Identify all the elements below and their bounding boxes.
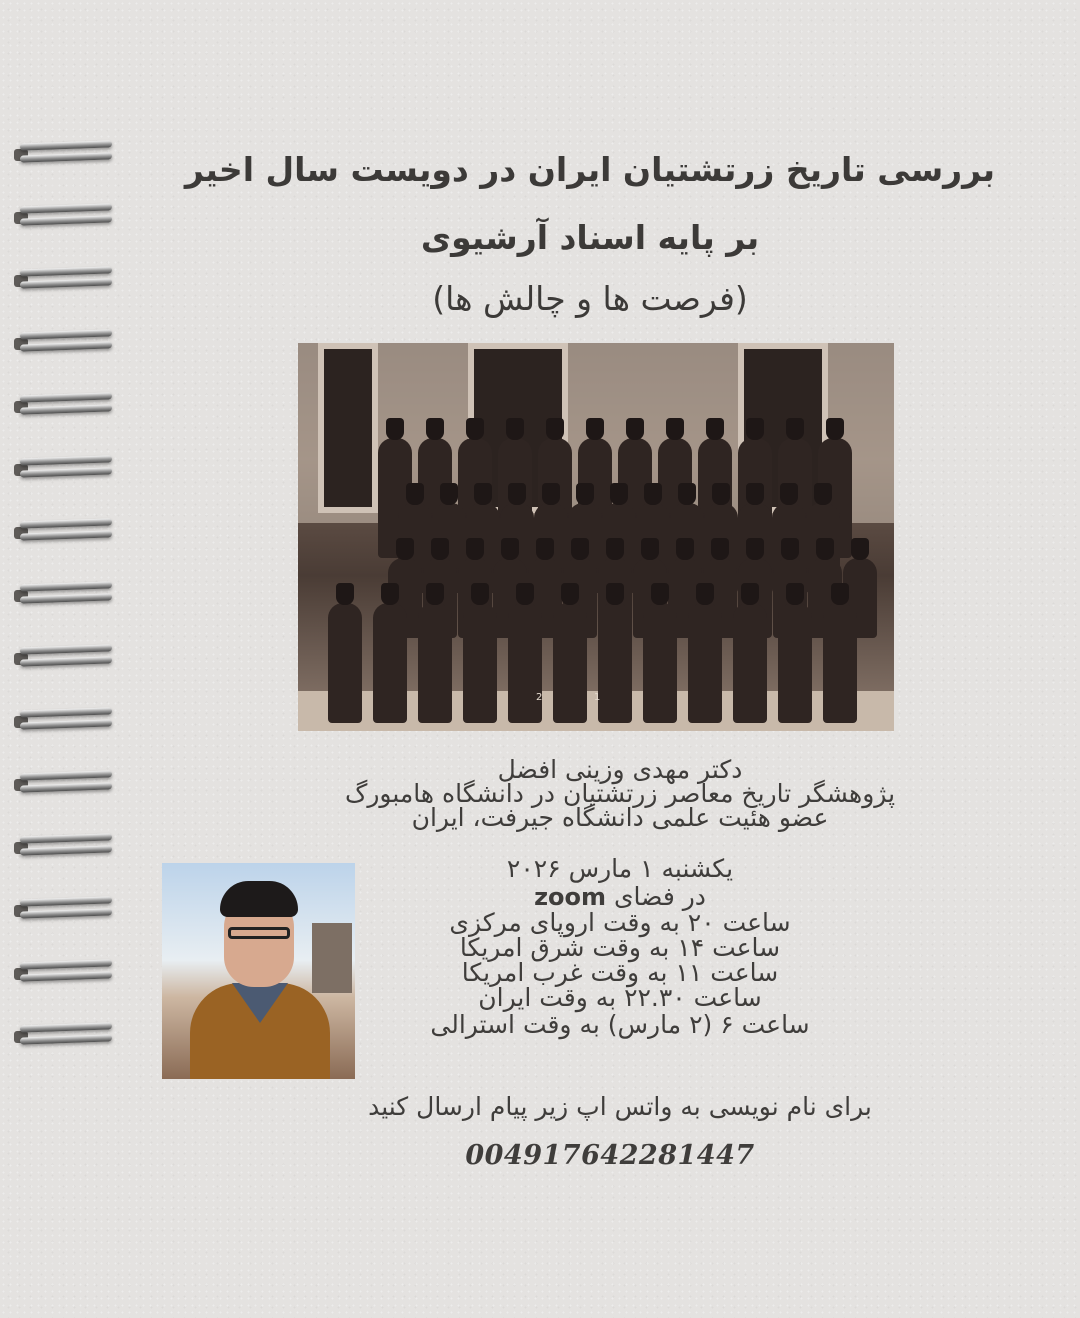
spiral-ring	[14, 140, 114, 166]
spiral-ring	[14, 959, 114, 985]
photo-figure-hat	[712, 483, 730, 505]
photo-figure-hat	[786, 418, 804, 440]
photo-figure	[778, 603, 812, 723]
spiral-ring	[14, 518, 114, 544]
photo-figure-hat	[746, 538, 764, 560]
photo-figure-hat	[644, 483, 662, 505]
photo-figure	[373, 603, 407, 723]
photo-marker-2: 2	[536, 692, 543, 703]
photo-figure-hat	[406, 483, 424, 505]
photo-figure-hat	[780, 483, 798, 505]
photo-figure	[643, 603, 677, 723]
photo-figure	[823, 603, 857, 723]
photo-figure-hat	[431, 538, 449, 560]
photo-figure-hat	[471, 583, 489, 605]
event-time-iran: ساعت ۲۲.۳۰ به وقت ایران	[478, 983, 762, 1012]
photo-figure-hat	[440, 483, 458, 505]
spiral-ring	[14, 392, 114, 418]
photo-figure-hat	[711, 538, 729, 560]
photo-figure-hat	[626, 418, 644, 440]
photo-figure-hat	[466, 538, 484, 560]
title-line-2: بر پایه اسناد آرشیوی	[420, 218, 760, 257]
notebook-spiral-binding	[14, 140, 114, 1070]
photo-figure	[553, 603, 587, 723]
photo-figure	[508, 603, 542, 723]
photo-figure-hat	[386, 418, 404, 440]
portrait-glasses	[228, 927, 290, 939]
photo-figure-hat	[696, 583, 714, 605]
spiral-ring	[14, 770, 114, 796]
title-line-1: بررسی تاریخ زرتشتیان ایران در دویست سال اخیر	[184, 150, 996, 189]
photo-figure	[418, 603, 452, 723]
photo-figure-hat	[610, 483, 628, 505]
photo-figure-hat	[651, 583, 669, 605]
photo-figure-hat	[746, 483, 764, 505]
photo-figure-hat	[786, 583, 804, 605]
photo-figure-hat	[571, 538, 589, 560]
photo-figure	[733, 603, 767, 723]
photo-figure-hat	[576, 483, 594, 505]
photo-figure-hat	[586, 418, 604, 440]
photo-figure	[463, 603, 497, 723]
photo-figure-hat	[542, 483, 560, 505]
photo-figure-hat	[816, 538, 834, 560]
photo-figure-hat	[508, 483, 526, 505]
event-platform	[300, 884, 940, 910]
photo-figure-hat	[606, 538, 624, 560]
photo-figure	[328, 603, 362, 723]
photo-figure-hat	[741, 583, 759, 605]
archive-group-photo	[298, 343, 894, 731]
speaker-role-2: عضو هئیت علمی دانشگاه جیرفت، ایران	[411, 803, 829, 832]
event-date: یکشنبه ۱ مارس ۲۰۲۶	[506, 854, 734, 883]
photo-figure-hat	[781, 538, 799, 560]
speaker-name: دکتر مهدی وزینی افضل	[497, 755, 743, 784]
photo-figure-hat	[826, 418, 844, 440]
photo-figure-hat	[676, 538, 694, 560]
photo-figure-hat	[466, 418, 484, 440]
photo-figure-hat	[746, 418, 764, 440]
photo-figure-hat	[814, 483, 832, 505]
photo-figure-hat	[506, 418, 524, 440]
event-platform-prefix: در فضای	[613, 882, 706, 911]
registration-instruction: برای نام نویسی به واتس اپ زیر پیام ارسال کنید	[368, 1092, 872, 1121]
photo-figure-hat	[396, 538, 414, 560]
event-time-us-west: ساعت ۱۱ به وقت غرب امریکا	[461, 958, 779, 987]
photo-figure-hat	[561, 583, 579, 605]
photo-figure-hat	[381, 583, 399, 605]
event-time-cet: ساعت ۲۰ به وقت اروپای مرکزی	[449, 908, 791, 937]
spiral-ring	[14, 896, 114, 922]
event-time-us-east: ساعت ۱۴ به وقت شرق امریکا	[459, 933, 781, 962]
photo-figure	[598, 603, 632, 723]
event-platform-name: zoom	[534, 883, 607, 911]
title-line-3: (فرصت ها و چالش ها)	[432, 279, 748, 318]
photo-figure-hat	[851, 538, 869, 560]
photo-figure-hat	[501, 538, 519, 560]
spiral-ring	[14, 203, 114, 229]
spiral-ring	[14, 266, 114, 292]
photo-marker-1: 1	[594, 692, 601, 703]
photo-figure-hat	[426, 418, 444, 440]
photo-window	[318, 343, 378, 513]
spiral-ring	[14, 581, 114, 607]
photo-figure-hat	[474, 483, 492, 505]
photo-figure-hat	[641, 538, 659, 560]
photo-figure-hat	[516, 583, 534, 605]
photo-figure-hat	[666, 418, 684, 440]
photo-figure-hat	[706, 418, 724, 440]
portrait-hair	[220, 881, 298, 917]
spiral-ring	[14, 833, 114, 859]
photo-figure-hat	[426, 583, 444, 605]
whatsapp-phone-number[interactable]: 004917642281447	[465, 1140, 755, 1171]
photo-figure-hat	[831, 583, 849, 605]
event-time-australia: ساعت ۶ (۲ مارس) به وقت استرالی	[430, 1010, 810, 1039]
photo-figure-hat	[536, 538, 554, 560]
photo-figure-hat	[678, 483, 696, 505]
photo-figure-hat	[606, 583, 624, 605]
photo-figure	[688, 603, 722, 723]
spiral-ring	[14, 644, 114, 670]
spiral-ring	[14, 1022, 114, 1048]
spiral-ring	[14, 707, 114, 733]
photo-figure-hat	[336, 583, 354, 605]
spiral-ring	[14, 329, 114, 355]
speaker-role-1: پژوهشگر تاریخ معاصر زرتشتیان در دانشگاه هامبورگ	[344, 779, 896, 808]
photo-figure-hat	[546, 418, 564, 440]
spiral-ring	[14, 455, 114, 481]
